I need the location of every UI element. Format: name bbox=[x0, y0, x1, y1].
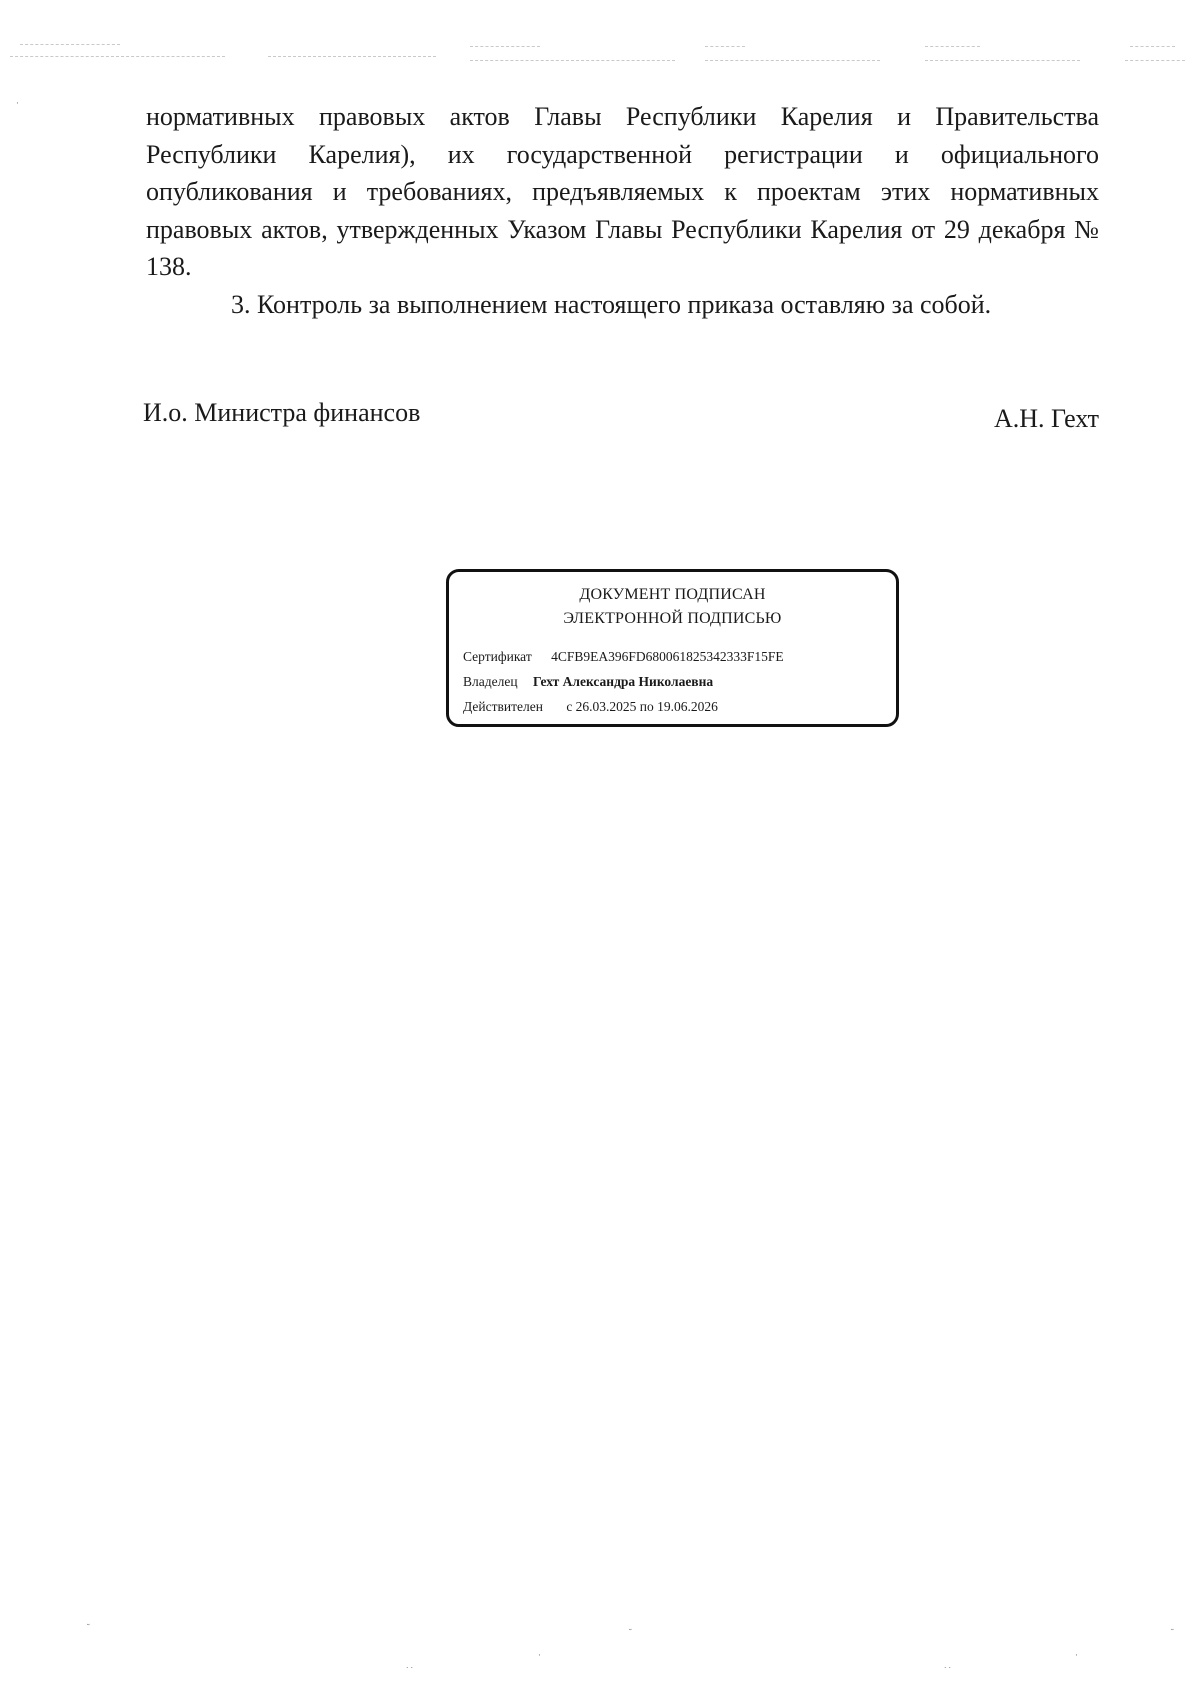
paragraph-item-3: 3. Контроль за выполнением настоящего приказа оставляю за собой. bbox=[231, 289, 992, 319]
certificate-value: 4CFB9EA396FD680061825342333F15FE bbox=[551, 649, 784, 664]
scan-line bbox=[268, 56, 436, 57]
scan-line bbox=[1125, 60, 1185, 61]
scan-speck: ˘ bbox=[628, 1629, 633, 1639]
validity-label: Действителен bbox=[463, 699, 543, 714]
scan-line bbox=[1130, 46, 1175, 47]
scan-speck: ˘ bbox=[86, 1624, 91, 1634]
signatory-name: А.Н. Гехт bbox=[993, 404, 1099, 433]
stamp-validity-row bbox=[463, 699, 718, 715]
stamp-certificate-row bbox=[463, 649, 784, 665]
scan-speck: · bbox=[1075, 1651, 1078, 1661]
scan-speck: · bbox=[538, 1651, 541, 1661]
scan-speck: · bbox=[16, 99, 19, 109]
stamp-title bbox=[449, 583, 896, 631]
validity-value: с 26.03.2025 по 19.06.2026 bbox=[566, 699, 718, 714]
scan-speck: ˙˙ bbox=[943, 1667, 952, 1677]
paragraph-continuation: нормативных правовых актов Главы Республики Карелия и Правительства Республики Карелия), их государственной регистрации и официального опубликования и требованиях, предъявляемых к проектам этих нормативных правовых актов, утвержденных Указом Главы Республики Карелия от 29 декабря № 138. bbox=[146, 102, 1099, 281]
signature-block bbox=[143, 398, 1099, 438]
document-body bbox=[146, 98, 1099, 323]
scan-line bbox=[925, 46, 980, 47]
scan-line bbox=[470, 46, 540, 47]
scan-speck: ˘ bbox=[1170, 1629, 1175, 1639]
electronic-signature-stamp bbox=[446, 569, 899, 727]
stamp-owner-row bbox=[463, 674, 713, 690]
stamp-title-line-1: ДОКУМЕНТ ПОДПИСАН bbox=[579, 586, 766, 603]
owner-label: Владелец bbox=[463, 674, 518, 689]
scan-line bbox=[470, 60, 675, 61]
owner-value: Гехт Александра Николаевна bbox=[532, 674, 714, 689]
stamp-title-line-2: ЭЛЕКТРОННОЙ ПОДПИСЬЮ bbox=[563, 610, 782, 627]
scan-line bbox=[705, 46, 745, 47]
scan-line bbox=[925, 60, 1080, 61]
signatory-position: И.о. Министра финансов bbox=[143, 398, 421, 427]
certificate-label: Сертификат bbox=[463, 649, 532, 664]
scan-speck: ˙˙ bbox=[405, 1667, 414, 1677]
scan-line bbox=[10, 56, 225, 57]
scan-line bbox=[705, 60, 880, 61]
scan-line bbox=[20, 44, 120, 45]
